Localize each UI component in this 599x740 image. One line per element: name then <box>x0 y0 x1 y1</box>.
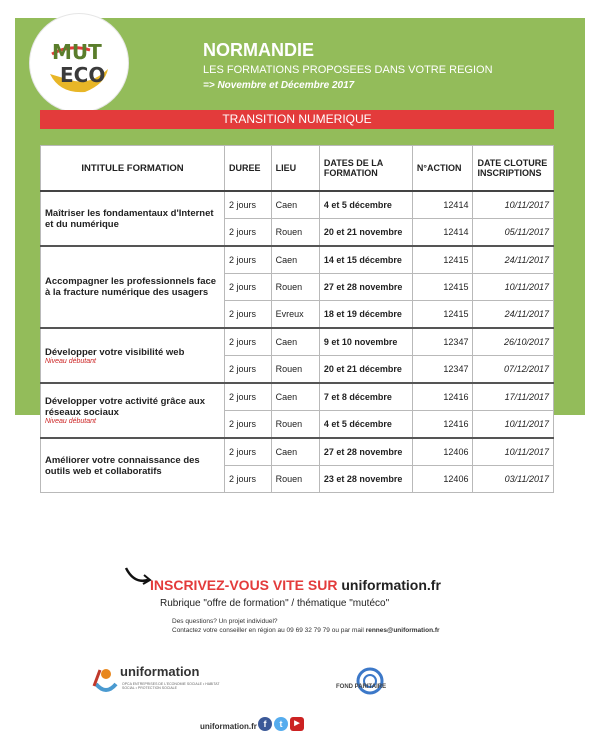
action-cell: 12414 <box>412 219 473 247</box>
cta-text: INSCRIVEZ-VOUS VITE SUR <box>150 577 342 593</box>
dates-cell: 14 et 15 décembre <box>319 246 412 274</box>
footer-site-link[interactable]: uniformation.fr <box>200 722 257 731</box>
lieu-cell: Caen <box>271 383 319 411</box>
contact-email-link[interactable]: rennes@uniformation.fr <box>365 627 440 634</box>
training-title-cell <box>41 383 225 438</box>
action-cell: 12416 <box>412 411 473 439</box>
muteco-logo <box>30 14 128 112</box>
cta-site-link[interactable]: uniformation.fr <box>341 577 441 593</box>
duree-cell: 2 jours <box>225 191 272 219</box>
duree-cell: 2 jours <box>225 274 272 301</box>
cloture-cell: 10/11/2017 <box>473 438 554 466</box>
col-header-lieu: LIEU <box>271 146 319 192</box>
cloture-cell: 03/11/2017 <box>473 466 554 493</box>
action-cell: 12416 <box>412 383 473 411</box>
dates-cell: 23 et 28 novembre <box>319 466 412 493</box>
action-cell: 12406 <box>412 438 473 466</box>
duree-cell: 2 jours <box>225 219 272 247</box>
uniformation-logo-text: uniformation <box>120 664 200 679</box>
cloture-cell: 10/11/2017 <box>473 191 554 219</box>
cloture-cell: 07/12/2017 <box>473 356 554 384</box>
contact-text <box>172 627 440 634</box>
lieu-cell: Rouen <box>271 466 319 493</box>
training-table <box>40 145 554 493</box>
dates-cell: 20 et 21 décembre <box>319 356 412 384</box>
training-title: Maîtriser les fondamentaux d'Internet et du numérique <box>45 207 214 230</box>
lieu-cell: Caen <box>271 438 319 466</box>
training-title: Accompagner les professionnels face à la fracture numérique des usagers <box>45 276 217 298</box>
col-header-dates: DATES DE LA FORMATION <box>319 146 412 192</box>
lieu-cell: Caen <box>271 328 319 356</box>
training-title-cell <box>41 191 225 246</box>
table-header-row <box>41 146 554 192</box>
action-cell: 12414 <box>412 191 473 219</box>
header-subtitle: LES FORMATIONS PROPOSEES DANS VOTRE REGION <box>203 64 493 76</box>
training-title-cell <box>41 438 225 493</box>
action-cell: 12347 <box>412 328 473 356</box>
lieu-cell: Rouen <box>271 274 319 301</box>
duree-cell: 2 jours <box>225 438 272 466</box>
uniformation-tagline: OPCA ENTREPRISES DE L'ECONOMIE SOCIALE • HABITAT SOCIAL • PROTECTION SOCIALE <box>122 682 220 690</box>
duree-cell: 2 jours <box>225 356 272 384</box>
col-header-title: INTITULE FORMATION <box>41 146 225 192</box>
fond-paritaire-text: FOND PARITAIRE <box>336 684 387 690</box>
duree-cell: 2 jours <box>225 411 272 439</box>
training-title: Développer votre visibilité web <box>45 346 185 358</box>
region-title: NORMANDIE <box>203 40 314 60</box>
level-label: Niveau débutant <box>45 418 96 425</box>
col-header-duree: DUREE <box>225 146 272 192</box>
table-row <box>41 438 554 466</box>
table-row <box>41 246 554 274</box>
dates-cell: 27 et 28 novembre <box>319 438 412 466</box>
section-banner: TRANSITION NUMERIQUE <box>40 110 554 129</box>
col-header-action: N°ACTION <box>412 146 473 192</box>
rubrique-text: Rubrique "offre de formation" / thématique "mutéco" <box>160 598 390 609</box>
action-cell: 12415 <box>412 274 473 301</box>
action-cell: 12415 <box>412 246 473 274</box>
lieu-cell: Rouen <box>271 356 319 384</box>
cta-line <box>150 577 441 593</box>
youtube-icon[interactable]: ▶ <box>290 717 304 731</box>
dates-cell: 20 et 21 novembre <box>319 219 412 247</box>
cloture-cell: 24/11/2017 <box>473 246 554 274</box>
duree-cell: 2 jours <box>225 466 272 493</box>
lieu-cell: Caen <box>271 191 319 219</box>
col-header-cloture: DATE CLOTURE INSCRIPTIONS <box>473 146 554 192</box>
table-row <box>41 191 554 219</box>
contact-prefix: Contactez votre conseiller en région au 09 69 32 79 79 ou par mail <box>172 627 366 634</box>
action-cell: 12406 <box>412 466 473 493</box>
training-title: Développer votre activité grâce aux réseaux sociaux <box>45 396 205 418</box>
duree-cell: 2 jours <box>225 301 272 329</box>
cloture-cell: 26/10/2017 <box>473 328 554 356</box>
lieu-cell: Rouen <box>271 411 319 439</box>
header-period: => Novembre et Décembre 2017 <box>203 80 355 91</box>
dates-cell: 4 et 5 décembre <box>319 411 412 439</box>
action-cell: 12347 <box>412 356 473 384</box>
duree-cell: 2 jours <box>225 328 272 356</box>
table-row <box>41 383 554 411</box>
cloture-cell: 10/11/2017 <box>473 411 554 439</box>
level-label: Niveau débutant <box>45 357 96 365</box>
cloture-cell: 10/11/2017 <box>473 274 554 301</box>
dates-cell: 18 et 19 décembre <box>319 301 412 329</box>
lieu-cell: Rouen <box>271 219 319 247</box>
training-title-cell <box>41 328 225 383</box>
lieu-cell: Caen <box>271 246 319 274</box>
dates-cell: 7 et 8 décembre <box>319 383 412 411</box>
questions-text: Des questions? Un projet individuel? <box>172 618 278 625</box>
lieu-cell: Evreux <box>271 301 319 329</box>
dates-cell: 4 et 5 décembre <box>319 191 412 219</box>
svg-text:ECO: ECO <box>60 63 106 87</box>
dates-cell: 27 et 28 novembre <box>319 274 412 301</box>
duree-cell: 2 jours <box>225 383 272 411</box>
cloture-cell: 24/11/2017 <box>473 301 554 329</box>
training-title-cell <box>41 246 225 328</box>
svg-text:MUT: MUT <box>52 40 102 64</box>
training-title: Améliorer votre connaissance des outils web et collaboratifs <box>45 454 200 477</box>
twitter-icon[interactable]: t <box>274 717 288 731</box>
cloture-cell: 17/11/2017 <box>473 383 554 411</box>
action-cell: 12415 <box>412 301 473 329</box>
facebook-icon[interactable]: f <box>258 717 272 731</box>
fond-paritaire-logo-icon <box>332 665 442 700</box>
duree-cell: 2 jours <box>225 246 272 274</box>
table-row <box>41 328 554 356</box>
arrow-icon <box>124 566 152 586</box>
dates-cell: 9 et 10 novembre <box>319 328 412 356</box>
cloture-cell: 05/11/2017 <box>473 219 554 247</box>
